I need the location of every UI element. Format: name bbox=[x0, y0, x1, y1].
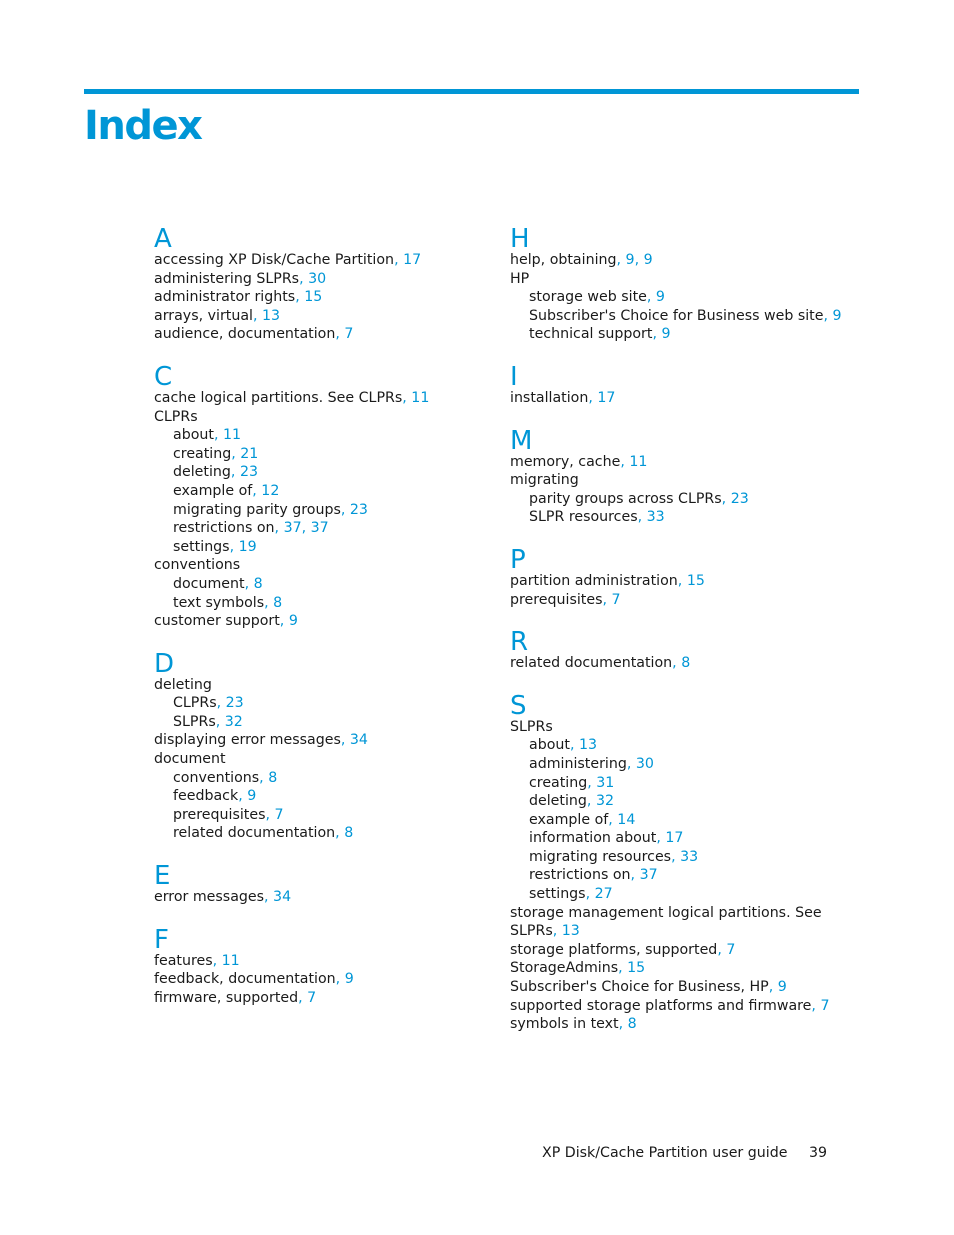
index-entry bbox=[510, 453, 870, 472]
index-entry bbox=[510, 978, 870, 997]
page-number-link[interactable]: 8 bbox=[344, 825, 354, 842]
page-number-link[interactable]: 8 bbox=[681, 655, 691, 672]
index-entry bbox=[154, 307, 484, 326]
page-separator: , bbox=[616, 252, 626, 268]
section-letter: M bbox=[510, 425, 533, 456]
index-entry bbox=[510, 389, 870, 408]
index-subentry bbox=[510, 490, 870, 509]
page-separator: , bbox=[299, 270, 309, 287]
page-number-link[interactable]: 15 bbox=[304, 289, 323, 306]
section-letter: C bbox=[154, 361, 173, 392]
index-subentry bbox=[154, 824, 484, 843]
page-separator: , bbox=[238, 788, 248, 805]
page-separator: , bbox=[231, 445, 241, 462]
page-separator: , bbox=[298, 989, 308, 1006]
page-number-link[interactable]: 17 bbox=[597, 389, 616, 406]
page-number-link[interactable]: 7 bbox=[307, 989, 317, 1006]
page-number-link[interactable]: 7 bbox=[726, 941, 736, 958]
page-number-link[interactable]: 9 bbox=[344, 971, 354, 988]
page-separator: , bbox=[823, 307, 833, 324]
entry-term: help, obtaining bbox=[510, 252, 617, 268]
index-subentry bbox=[154, 519, 484, 538]
page-separator: , bbox=[626, 755, 636, 772]
page-separator: , bbox=[646, 289, 656, 306]
page-number-link[interactable]: 9 bbox=[832, 307, 842, 324]
section-letter: R bbox=[510, 627, 529, 658]
entry-term: creating bbox=[529, 774, 588, 791]
page-number-link[interactable]: 8 bbox=[627, 1016, 637, 1033]
entry-term: firmware, supported bbox=[154, 989, 299, 1006]
page-separator: , bbox=[721, 490, 731, 507]
page-number-link[interactable]: 37 bbox=[639, 867, 658, 884]
page-number-link[interactable]: 32 bbox=[224, 713, 243, 730]
page-number-link[interactable]: 32 bbox=[595, 793, 615, 810]
page-number-link[interactable]: 9 bbox=[247, 788, 257, 805]
page-number-link[interactable]: 11 bbox=[221, 952, 240, 969]
section-letter: H bbox=[510, 224, 530, 254]
index-entry bbox=[510, 941, 870, 960]
entry-term: storage web site bbox=[529, 289, 647, 306]
page-number-link[interactable]: 23 bbox=[239, 464, 259, 481]
page-separator: , bbox=[229, 538, 239, 555]
page-separator: , bbox=[264, 594, 274, 611]
section-letter: I bbox=[510, 361, 518, 392]
page-number-link[interactable]: 34 bbox=[349, 732, 368, 749]
page-number-link[interactable]: 12 bbox=[261, 482, 280, 499]
page-number-link[interactable]: 13 bbox=[262, 307, 281, 324]
entry-term: cache logical partitions. See CLPRs bbox=[154, 389, 403, 406]
page-separator: , bbox=[252, 482, 262, 499]
index-subentry bbox=[510, 866, 870, 885]
page-separator: , bbox=[618, 1016, 628, 1033]
index-subentry bbox=[154, 501, 484, 520]
entry-term: Subscriber's Choice for Business web site bbox=[529, 307, 824, 324]
entry-term: feedback, documentation bbox=[154, 971, 336, 988]
page-number-link[interactable]: 34 bbox=[273, 889, 292, 906]
section-letter: D bbox=[154, 648, 175, 679]
page-number-link[interactable]: 23 bbox=[225, 695, 244, 712]
page-number-link[interactable]: 9 bbox=[661, 326, 671, 343]
entry-term: document bbox=[173, 575, 245, 592]
page-separator: , bbox=[620, 453, 630, 470]
page-separator: , bbox=[588, 389, 598, 406]
index-subentry bbox=[510, 307, 870, 326]
entry-term: restrictions on bbox=[529, 867, 631, 884]
index-column-left bbox=[154, 224, 484, 1025]
entry-term: SLPRs bbox=[510, 718, 553, 735]
page-number-link[interactable]: 33 bbox=[680, 848, 699, 865]
page-separator: , bbox=[252, 307, 263, 324]
index-subentry bbox=[154, 482, 484, 501]
index-subentry bbox=[510, 508, 870, 527]
index-subentry bbox=[510, 288, 870, 307]
page-separator: , bbox=[274, 520, 284, 537]
page-separator: , bbox=[301, 520, 311, 537]
index-section-f bbox=[154, 925, 484, 1008]
page-number-link[interactable]: 8 bbox=[273, 594, 283, 611]
entry-term: symbols in text bbox=[510, 1016, 619, 1033]
page-number-link[interactable]: 9 bbox=[288, 613, 298, 630]
entry-term: about bbox=[529, 737, 570, 754]
index-section-a bbox=[154, 224, 484, 344]
page-number-link[interactable]: 9 bbox=[643, 252, 653, 268]
entry-term: example of bbox=[529, 811, 609, 828]
section-letter: F bbox=[154, 924, 169, 955]
index-section-r bbox=[510, 627, 870, 673]
entry-term: document bbox=[154, 751, 226, 768]
footer-page-number: 39 bbox=[809, 1145, 828, 1161]
page-number-link[interactable]: 7 bbox=[344, 326, 354, 343]
index-section-p bbox=[510, 545, 870, 609]
entry-term: accessing XP Disk/Cache Partition bbox=[154, 252, 395, 268]
page-number-link[interactable]: 13 bbox=[578, 737, 598, 754]
page-number-link[interactable]: 17 bbox=[403, 252, 422, 268]
entry-term: prerequisites bbox=[173, 806, 266, 823]
entry-term: related documentation bbox=[510, 655, 673, 672]
page-number-link[interactable]: 37 bbox=[283, 520, 302, 537]
index-entry bbox=[510, 959, 870, 978]
entry-term: conventions bbox=[173, 769, 260, 786]
index-entry bbox=[510, 251, 870, 270]
index-section-h bbox=[510, 224, 870, 344]
entry-term: conventions bbox=[154, 557, 241, 574]
index-entry bbox=[154, 888, 484, 907]
entry-term: example of bbox=[173, 482, 253, 499]
page-separator: , bbox=[265, 806, 275, 823]
entry-term: StorageAdmins bbox=[510, 960, 619, 977]
entry-term: displaying error messages bbox=[154, 732, 341, 749]
entry-term: about bbox=[173, 427, 214, 444]
page-number-link[interactable]: 9 bbox=[625, 252, 635, 268]
page-separator: , bbox=[717, 941, 727, 958]
entry-term: text symbols bbox=[173, 594, 265, 611]
index-entry bbox=[154, 750, 484, 769]
page-separator: , bbox=[340, 501, 350, 518]
index-subentry bbox=[510, 829, 870, 848]
page-number-link[interactable]: 8 bbox=[253, 575, 263, 592]
page-number-link[interactable]: 11 bbox=[629, 453, 648, 470]
entry-term: SLPRs bbox=[173, 713, 216, 730]
entry-term: memory, cache bbox=[510, 453, 621, 470]
index-subentry bbox=[154, 806, 484, 825]
entry-term: deleting bbox=[173, 464, 231, 481]
page-separator: , bbox=[656, 830, 666, 847]
page-title: Index bbox=[84, 103, 202, 149]
page-number-link[interactable]: 17 bbox=[665, 830, 684, 847]
page-number-link[interactable]: 8 bbox=[268, 769, 278, 786]
index-entry bbox=[154, 731, 484, 750]
index-entry bbox=[510, 572, 870, 591]
page-separator: , bbox=[587, 774, 597, 791]
page-separator: , bbox=[215, 713, 225, 730]
page-number-link[interactable]: 15 bbox=[686, 572, 705, 589]
index-section-d bbox=[154, 649, 484, 843]
entry-term: arrays, virtual bbox=[154, 307, 253, 324]
index-subentry bbox=[154, 538, 484, 557]
index-subentry bbox=[510, 755, 870, 774]
page-separator: , bbox=[402, 389, 412, 406]
entry-term: supported storage platforms and firmware bbox=[510, 997, 812, 1014]
page-separator: , bbox=[279, 613, 289, 630]
entry-term: administering SLPRs bbox=[154, 270, 300, 287]
entry-term: related documentation bbox=[173, 825, 336, 842]
index-subentry bbox=[154, 445, 484, 464]
index-entry bbox=[510, 718, 870, 737]
index-entry bbox=[510, 997, 870, 1016]
index-subentry bbox=[510, 885, 870, 904]
index-entry bbox=[154, 270, 484, 289]
index-entry bbox=[154, 676, 484, 695]
entry-term: creating bbox=[173, 445, 232, 462]
page-separator: , bbox=[672, 655, 682, 672]
page-separator: , bbox=[394, 252, 404, 268]
page-separator: , bbox=[569, 737, 579, 754]
page-separator: , bbox=[335, 971, 345, 988]
entry-term: HP bbox=[510, 270, 530, 287]
page-separator: , bbox=[608, 811, 618, 828]
page-separator: , bbox=[244, 575, 254, 592]
page-number-link[interactable]: 9 bbox=[777, 979, 787, 996]
entry-term: parity groups across CLPRs bbox=[529, 490, 722, 507]
page-number-link[interactable]: 33 bbox=[646, 509, 665, 526]
index-subentry bbox=[510, 848, 870, 867]
page-number-link[interactable]: 11 bbox=[222, 427, 242, 444]
index-subentry bbox=[510, 811, 870, 830]
page-separator: , bbox=[768, 979, 778, 996]
index-section-s bbox=[510, 691, 870, 1034]
page-number-link[interactable]: 30 bbox=[308, 270, 327, 287]
page-separator: , bbox=[637, 509, 647, 526]
index-column-right bbox=[510, 224, 870, 1052]
entry-term: partition administration bbox=[510, 572, 678, 589]
page-separator: , bbox=[677, 572, 687, 589]
entry-term: migrating parity groups bbox=[173, 501, 341, 518]
index-subentry bbox=[154, 713, 484, 732]
footer-guide-title: XP Disk/Cache Partition user guide bbox=[542, 1145, 788, 1161]
section-letter: E bbox=[154, 861, 171, 892]
page-number-link[interactable]: 21 bbox=[240, 445, 259, 462]
index-entry bbox=[510, 904, 870, 941]
entry-term: administering bbox=[529, 755, 627, 772]
index-entry bbox=[510, 471, 870, 490]
page-number-link[interactable]: 23 bbox=[349, 501, 368, 518]
page-separator: , bbox=[335, 825, 345, 842]
index-entry bbox=[154, 612, 484, 631]
index-entry bbox=[154, 288, 484, 307]
index-section-i bbox=[510, 362, 870, 408]
page-number-link[interactable]: 7 bbox=[611, 591, 621, 608]
entry-term: customer support bbox=[154, 613, 280, 630]
page-separator: , bbox=[295, 289, 305, 306]
page-separator: , bbox=[671, 848, 681, 865]
page-separator: , bbox=[552, 923, 562, 940]
page-separator: , bbox=[335, 326, 345, 343]
index-subentry bbox=[154, 769, 484, 788]
page-separator: , bbox=[634, 252, 644, 268]
index-entry bbox=[154, 325, 484, 344]
entry-term: migrating bbox=[510, 472, 579, 489]
section-letter: S bbox=[510, 690, 527, 721]
entry-term: restrictions on bbox=[173, 520, 275, 537]
index-subentry bbox=[510, 774, 870, 793]
index-entry bbox=[154, 989, 484, 1008]
page-number-link[interactable]: 9 bbox=[655, 289, 665, 306]
entry-term: deleting bbox=[529, 793, 587, 810]
index-entry bbox=[510, 591, 870, 610]
entry-term: deleting bbox=[154, 676, 212, 693]
index-subentry bbox=[510, 736, 870, 755]
index-subentry bbox=[154, 463, 484, 482]
page-separator: , bbox=[586, 793, 596, 810]
index-subentry bbox=[154, 426, 484, 445]
page-separator: , bbox=[216, 695, 226, 712]
page-number-link[interactable]: 13 bbox=[561, 923, 580, 940]
index-entry bbox=[154, 408, 484, 427]
page-separator: , bbox=[630, 867, 640, 884]
index-section-c bbox=[154, 362, 484, 631]
page-separator: , bbox=[602, 591, 612, 608]
index-entry bbox=[154, 952, 484, 971]
index-section-m bbox=[510, 426, 870, 527]
index-entry bbox=[510, 654, 870, 673]
page-number-link[interactable]: 27 bbox=[594, 886, 613, 903]
section-letter: A bbox=[154, 224, 172, 254]
entry-term: audience, documentation bbox=[154, 326, 336, 343]
entry-term: feedback bbox=[173, 788, 239, 805]
page-separator: , bbox=[230, 464, 240, 481]
entry-term: features bbox=[154, 952, 213, 969]
page-separator: , bbox=[340, 732, 350, 749]
page-number-link[interactable]: 14 bbox=[617, 811, 636, 828]
index-subentry bbox=[154, 787, 484, 806]
page-separator: , bbox=[811, 997, 821, 1014]
entry-term: Subscriber's Choice for Business, HP bbox=[510, 979, 769, 996]
page-separator: , bbox=[259, 769, 269, 786]
index-entry bbox=[154, 970, 484, 989]
page-number-link[interactable]: 30 bbox=[635, 755, 654, 772]
index-entry bbox=[510, 270, 870, 289]
index-entry bbox=[154, 556, 484, 575]
index-subentry bbox=[510, 792, 870, 811]
entry-term: storage platforms, supported bbox=[510, 941, 718, 958]
page-number-link[interactable]: 11 bbox=[411, 389, 430, 406]
page-separator: , bbox=[585, 886, 595, 903]
entry-term: administrator rights bbox=[154, 289, 296, 306]
entry-term: settings bbox=[529, 886, 586, 903]
entry-term: CLPRs bbox=[154, 408, 198, 425]
entry-term: information about bbox=[529, 830, 657, 847]
page-separator: , bbox=[652, 326, 662, 343]
page-separator: , bbox=[618, 960, 628, 977]
page-number-link[interactable]: 31 bbox=[596, 774, 615, 791]
entry-term: storage management logical partitions. See SLPRs bbox=[510, 904, 822, 940]
entry-term: migrating resources bbox=[529, 848, 672, 865]
index-subentry bbox=[154, 694, 484, 713]
index-subentry bbox=[154, 594, 484, 613]
page-separator: , bbox=[264, 889, 274, 906]
page-number-link[interactable]: 7 bbox=[820, 997, 830, 1014]
entry-term: technical support bbox=[529, 326, 653, 343]
page-number-link[interactable]: 23 bbox=[730, 490, 749, 507]
entry-term: settings bbox=[173, 538, 230, 555]
page-separator: , bbox=[212, 952, 222, 969]
index-subentry bbox=[510, 325, 870, 344]
entry-term: error messages bbox=[154, 889, 265, 906]
entry-term: installation bbox=[510, 389, 589, 406]
page-number-link[interactable]: 15 bbox=[627, 960, 646, 977]
section-letter: P bbox=[510, 544, 526, 575]
page-number-link[interactable]: 7 bbox=[274, 806, 284, 823]
entry-term: prerequisites bbox=[510, 591, 603, 608]
index-section-e bbox=[154, 861, 484, 907]
page-separator: , bbox=[213, 427, 223, 444]
page-number-link[interactable]: 19 bbox=[238, 538, 257, 555]
page-number-link[interactable]: 37 bbox=[310, 520, 329, 537]
entry-term: SLPR resources bbox=[529, 509, 638, 526]
index-entry bbox=[154, 251, 484, 270]
index-entry bbox=[154, 389, 484, 408]
index-entry bbox=[510, 1015, 870, 1034]
title-rule bbox=[84, 89, 859, 94]
entry-term: CLPRs bbox=[173, 695, 217, 712]
index-subentry bbox=[154, 575, 484, 594]
